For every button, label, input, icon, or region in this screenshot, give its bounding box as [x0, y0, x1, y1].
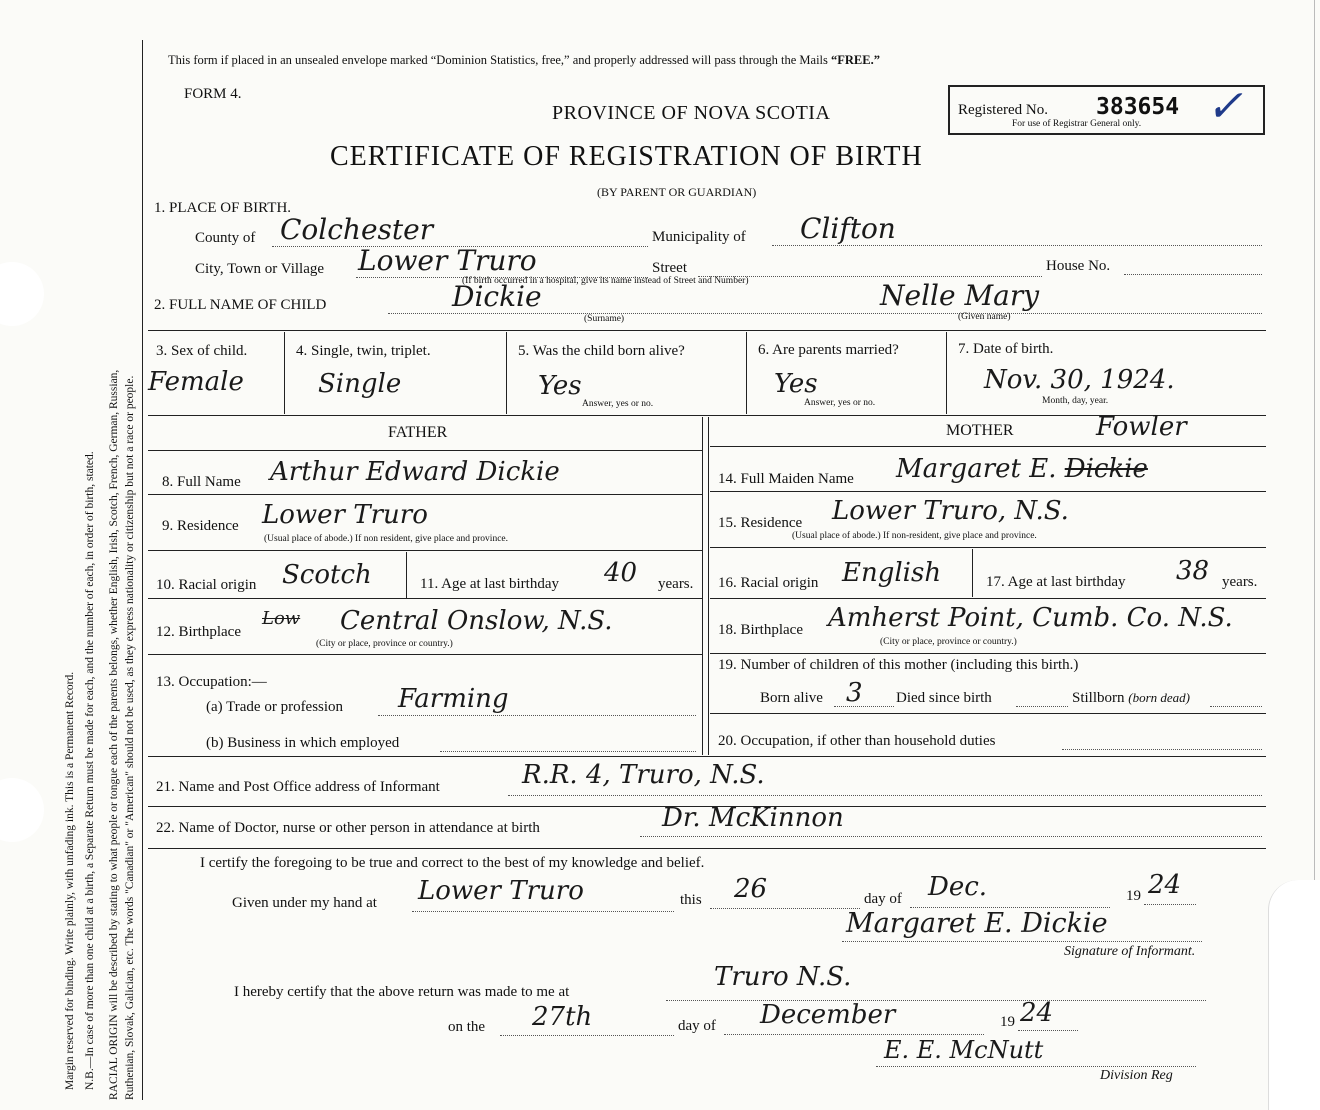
given-name-caption: (Given name): [958, 312, 1011, 322]
punch-hole-top: [0, 262, 44, 326]
divider-3: [148, 756, 1266, 757]
registered-label: Registered No.: [958, 102, 1048, 118]
doctor-label: 22. Name of Doctor, nurse or other person in attendance at birth: [156, 820, 540, 836]
left-border: [142, 40, 143, 1100]
doctor-value: Dr. McKinnon: [662, 803, 844, 833]
mail-note: This form if placed in an unsealed envelope marked “Dominion Statistics, free,” and properly addressed will pass through the Mails “FREE.”: [168, 53, 880, 67]
mother-years: years.: [1222, 574, 1258, 590]
registrar-place: Truro N.S.: [714, 962, 852, 992]
father-trade-value: Farming: [398, 684, 509, 714]
form-number: FORM 4.: [184, 86, 242, 102]
father-age-value: 40: [604, 558, 638, 588]
check-mark-icon: ✓: [1206, 82, 1243, 131]
died-since-birth-label: Died since birth: [896, 690, 992, 706]
parents-married-caption: Answer, yes or no.: [804, 398, 876, 408]
punch-hole-bottom: [0, 778, 44, 842]
mail-free: “FREE.”: [831, 53, 880, 67]
on-the-label: on the: [448, 1019, 486, 1035]
mother-racial-label: 16. Racial origin: [718, 575, 819, 591]
registrar-day-of-label: day of: [678, 1018, 716, 1034]
mother-heading: MOTHER: [946, 422, 1014, 439]
registrar-day: 27th: [532, 1002, 593, 1032]
father-birthplace-struck: Low: [262, 608, 301, 629]
born-alive-count-value: 3: [846, 678, 863, 708]
parents-married-value: Yes: [774, 369, 818, 399]
mother-maiden-value: [896, 454, 1148, 484]
county-value: Colchester: [280, 213, 434, 246]
municipality-label: Municipality of: [652, 229, 746, 245]
informant-signature: Margaret E. Dickie: [846, 908, 1108, 939]
mother-residence-caption: (Usual place of abode.) If non-resident, give place and province.: [792, 531, 1037, 541]
given-at-place: Lower Truro: [418, 876, 584, 906]
plurality-value: Single: [318, 369, 402, 399]
father-business-label: (b) Business in which employed: [206, 735, 400, 751]
born-alive-value: Yes: [538, 371, 582, 401]
registrar-year: 24: [1020, 998, 1054, 1028]
page-subtitle: (BY PARENT OR GUARDIAN): [597, 185, 757, 199]
margin-note-1: Margin reserved for binding. Write plainly, with unfading ink. This is a Permanent Record.: [64, 671, 76, 1090]
street-label: Street: [652, 260, 687, 276]
given-day-of-label: day of: [864, 891, 902, 907]
surname-caption: (Surname): [584, 314, 625, 324]
margin-note-3: RACIAL ORIGIN will be described by stating to what people or tongue each of the parents belongs, whether English, Irish, Scotch, French, German, Russian,: [108, 369, 120, 1100]
stillborn-label: Stillborn (born dead): [1072, 690, 1191, 706]
place-of-birth-label: 1. PLACE OF BIRTH.: [154, 200, 292, 216]
father-name-value: Arthur Edward Dickie: [270, 457, 560, 487]
divider-1: [148, 330, 1266, 331]
given-month: Dec.: [928, 872, 988, 902]
mother-maiden-label: 14. Full Maiden Name: [718, 471, 854, 487]
father-birthplace-value: Central Onslow, N.S.: [340, 606, 613, 636]
father-residence-label: 9. Residence: [162, 518, 239, 534]
this-label: this: [680, 892, 702, 908]
given-day: 26: [734, 874, 768, 904]
mother-maiden-correction: Fowler: [1096, 412, 1187, 442]
parents-married-label: 6. Are parents married?: [758, 342, 899, 358]
child-surname-value: Dickie: [452, 280, 542, 313]
margin-note-4: Ruthenian, Slovak, Galician, etc. The words "Canadian" or "American" should not be used, as they express nationality or citizenship but not a race or people.: [124, 375, 136, 1100]
informant-label: 21. Name and Post Office address of Informant: [156, 779, 440, 795]
date-of-birth-value: Nov. 30, 1924.: [984, 365, 1175, 395]
mother-age-label: 17. Age at last birthday: [986, 574, 1126, 590]
father-age-label: 11. Age at last birthday: [420, 576, 559, 592]
child-name-label: 2. FULL NAME OF CHILD: [154, 297, 327, 313]
registered-number-box: [948, 82, 1265, 135]
mother-age-value: 38: [1176, 556, 1210, 586]
mother-maiden-struck: Dickie: [1064, 454, 1148, 484]
mother-occupation-label: 20. Occupation, if other than household duties: [718, 733, 996, 749]
certification-statement: I certify the foregoing to be true and correct to the best of my knowledge and belief.: [200, 855, 705, 871]
born-alive-count-label: Born alive: [760, 690, 823, 706]
mother-children-label: 19. Number of children of this mother (including this birth.): [718, 657, 1079, 673]
torn-corner: [1268, 880, 1320, 1110]
given-year-prefix: 19: [1126, 888, 1141, 904]
plurality-label: 4. Single, twin, triplet.: [296, 343, 431, 359]
mother-birthplace-value: Amherst Point, Cumb. Co. N.S.: [828, 603, 1233, 633]
sex-value: Female: [148, 367, 244, 397]
city-value: Lower Truro: [358, 244, 537, 277]
father-residence-value: Lower Truro: [262, 500, 428, 530]
city-label: City, Town or Village: [195, 261, 325, 277]
father-residence-caption: (Usual place of abode.) If non resident, give place and province.: [264, 534, 508, 544]
child-given-value: Nelle Mary: [880, 279, 1040, 312]
province-heading: PROVINCE OF NOVA SCOTIA: [552, 102, 831, 124]
right-border: [1314, 0, 1315, 880]
mother-maiden-name: Margaret E.: [896, 454, 1057, 484]
father-trade-label: (a) Trade or profession: [206, 699, 344, 715]
registrar-note: For use of Registrar General only.: [1012, 119, 1142, 129]
signature-caption: Signature of Informant.: [1064, 944, 1196, 959]
registered-number: 383654: [1096, 94, 1180, 120]
registrar-caption: Division Reg: [1100, 1068, 1173, 1083]
father-years: years.: [658, 576, 694, 592]
father-birthplace-label: 12. Birthplace: [156, 624, 241, 640]
municipality-value: Clifton: [800, 212, 896, 245]
page-title: CERTIFICATE OF REGISTRATION OF BIRTH: [330, 141, 923, 172]
mother-birthplace-label: 18. Birthplace: [718, 622, 803, 638]
father-heading: FATHER: [388, 424, 448, 441]
sex-label: 3. Sex of child.: [156, 343, 248, 359]
given-at-label: Given under my hand at: [232, 895, 377, 911]
mother-racial-value: English: [842, 558, 942, 588]
registrar-signature: E. E. McNutt: [884, 1036, 1044, 1064]
born-alive-caption: Answer, yes or no.: [582, 399, 654, 409]
county-label: County of: [195, 230, 256, 246]
father-name-label: 8. Full Name: [162, 474, 241, 490]
mother-birthplace-caption: (City or place, province or country.): [880, 637, 1017, 647]
stillborn-note: (born dead): [1128, 690, 1191, 705]
father-occupation-label: 13. Occupation:—: [156, 674, 267, 690]
father-mother-divider: [702, 417, 703, 755]
hospital-note: (If birth occurred in a hospital, give its name instead of Street and Number): [462, 276, 749, 286]
mother-residence-value: Lower Truro, N.S.: [832, 496, 1069, 526]
father-racial-label: 10. Racial origin: [156, 577, 257, 593]
mother-residence-label: 15. Residence: [718, 515, 803, 531]
given-year: 24: [1148, 870, 1182, 900]
born-alive-label: 5. Was the child born alive?: [518, 343, 685, 359]
father-birthplace-caption: (City or place, province or country.): [316, 639, 453, 649]
registrar-statement: I hereby certify that the above return was made to me at: [234, 984, 570, 1000]
house-number-label: House No.: [1046, 258, 1111, 274]
date-of-birth-caption: Month, day, year.: [1042, 396, 1109, 406]
margin-note-2: N.B.—In case of more than one child at a birth, a Separate Return must be made for each, and the number of each, in order of birth, stated.: [84, 451, 96, 1090]
informant-value: R.R. 4, Truro, N.S.: [522, 760, 765, 790]
registrar-year-prefix: 19: [1000, 1014, 1015, 1030]
divider-4: [148, 848, 1266, 849]
date-of-birth-label: 7. Date of birth.: [958, 341, 1054, 357]
father-racial-value: Scotch: [282, 560, 372, 590]
registrar-month: December: [760, 1000, 896, 1030]
